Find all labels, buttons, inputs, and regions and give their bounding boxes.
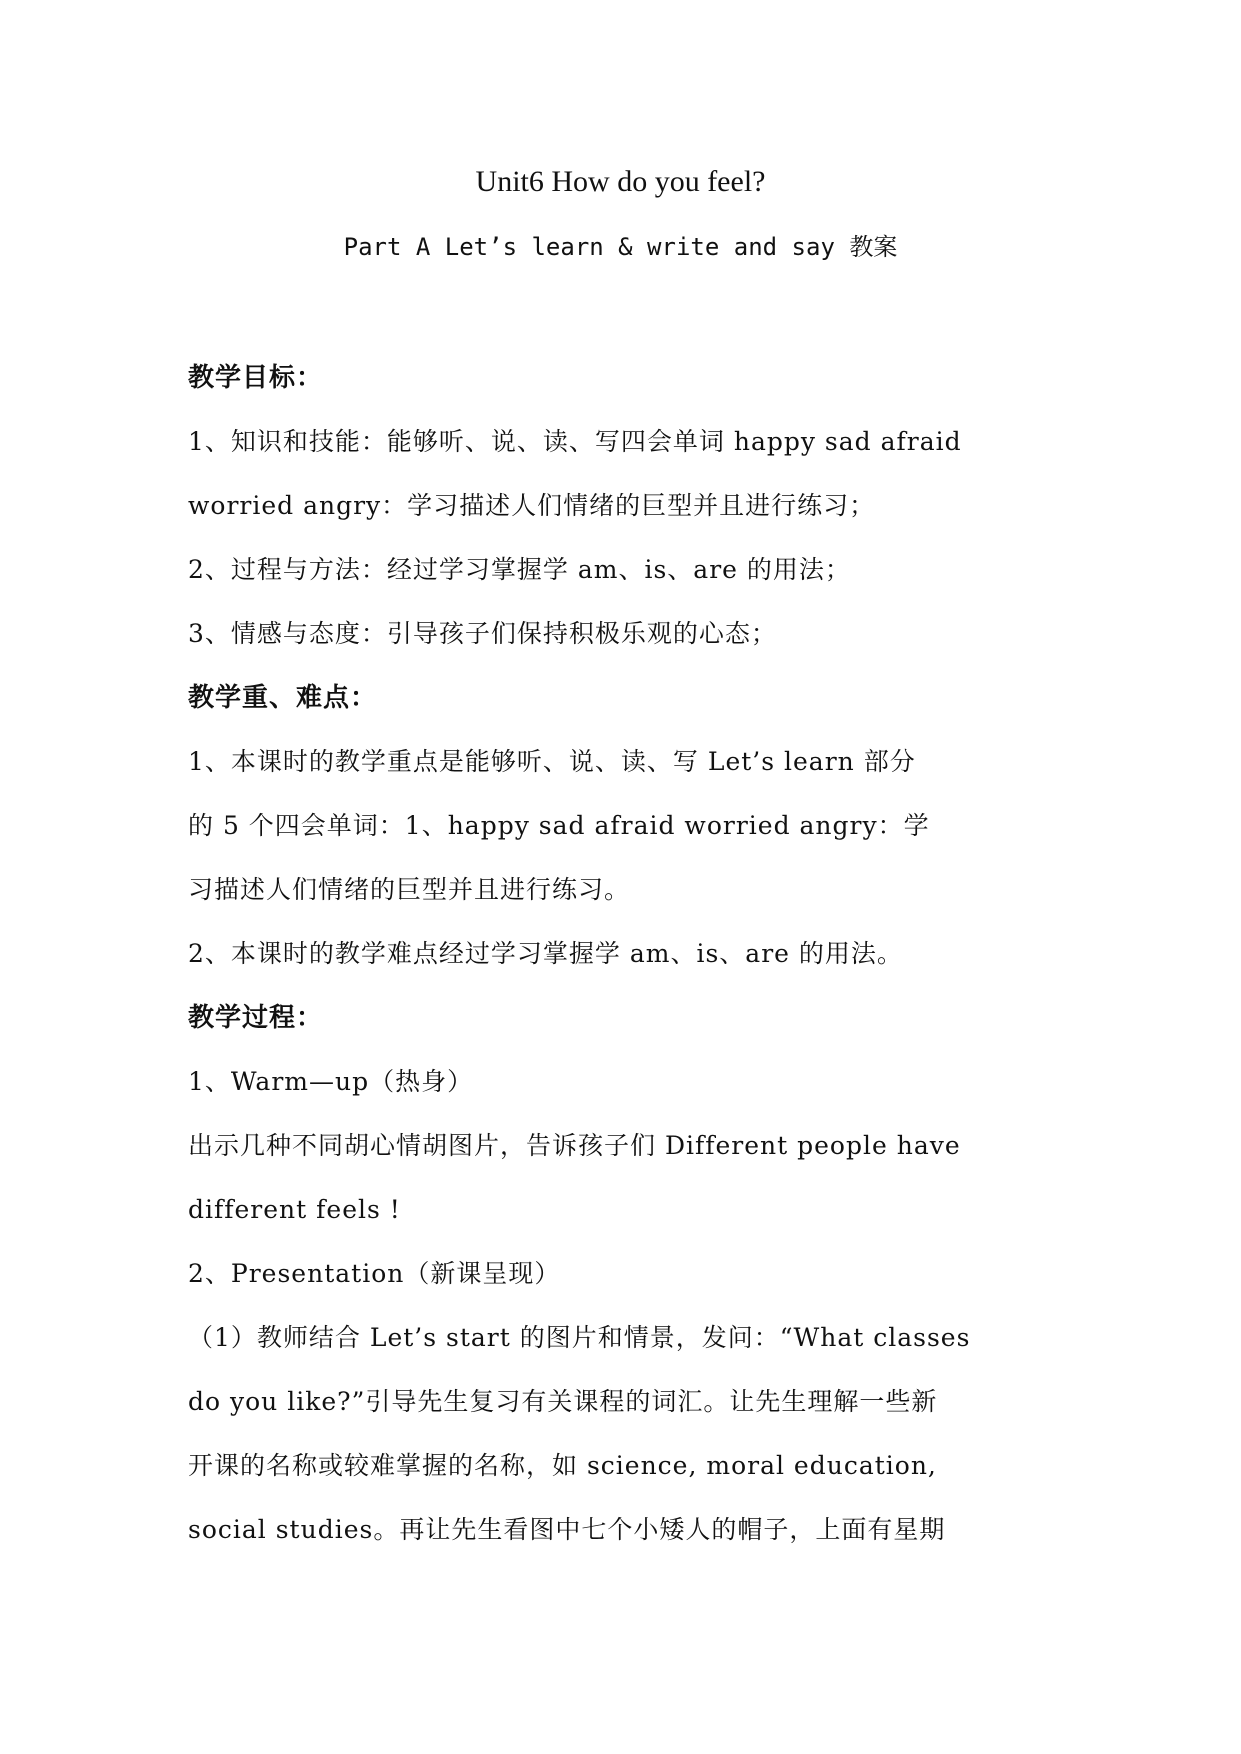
- body-line: 出示几种不同胡心情胡图片，告诉孩子们 Different people have: [188, 1131, 961, 1160]
- heading-teaching-process: 教学过程：: [188, 1003, 324, 1033]
- body-line: 2、本课时的教学难点经过学习掌握学 am、is、are 的用法。: [188, 939, 903, 968]
- body-line: （1）教师结合 Let’s start 的图片和情景，发问：“What classes: [188, 1323, 971, 1352]
- document-subtitle: Part A Let’s learn & write and say 教案: [343, 233, 898, 261]
- heading-teaching-objectives: 教学目标：: [188, 363, 324, 393]
- body-line: social studies。再让先生看图中七个小矮人的帽子，上面有星期: [188, 1515, 946, 1544]
- body-line: 3、情感与态度：引导孩子们保持积极乐观的心态；: [188, 619, 777, 648]
- heading-key-points: 教学重、难点：: [188, 683, 378, 713]
- body-line: worried angry：学习描述人们情绪的巨型并且进行练习；: [188, 491, 876, 520]
- body-line: 1、Warm—up（热身）: [188, 1067, 474, 1096]
- document-title: Unit6 How do you feel?: [475, 165, 766, 198]
- body-line: 2、Presentation（新课呈现）: [188, 1259, 561, 1288]
- body-line: do you like?”引导先生复习有关课程的词汇。让先生理解一些新: [188, 1387, 938, 1416]
- body-line: different feels !: [188, 1195, 401, 1224]
- body-line: 习描述人们情绪的巨型并且进行练习。: [188, 875, 631, 904]
- body-line: 1、本课时的教学重点是能够听、说、读、写 Let’s learn 部分: [188, 747, 916, 776]
- body-line: 开课的名称或较难掌握的名称，如 science, moral education,: [188, 1451, 937, 1480]
- body-line: 的 5 个四会单词：1、happy sad afraid worried angry：学: [188, 811, 930, 840]
- body-line: 1、知识和技能：能够听、说、读、写四会单词 happy sad afraid: [188, 427, 962, 456]
- body-line: 2、过程与方法：经过学习掌握学 am、is、are 的用法；: [188, 555, 851, 584]
